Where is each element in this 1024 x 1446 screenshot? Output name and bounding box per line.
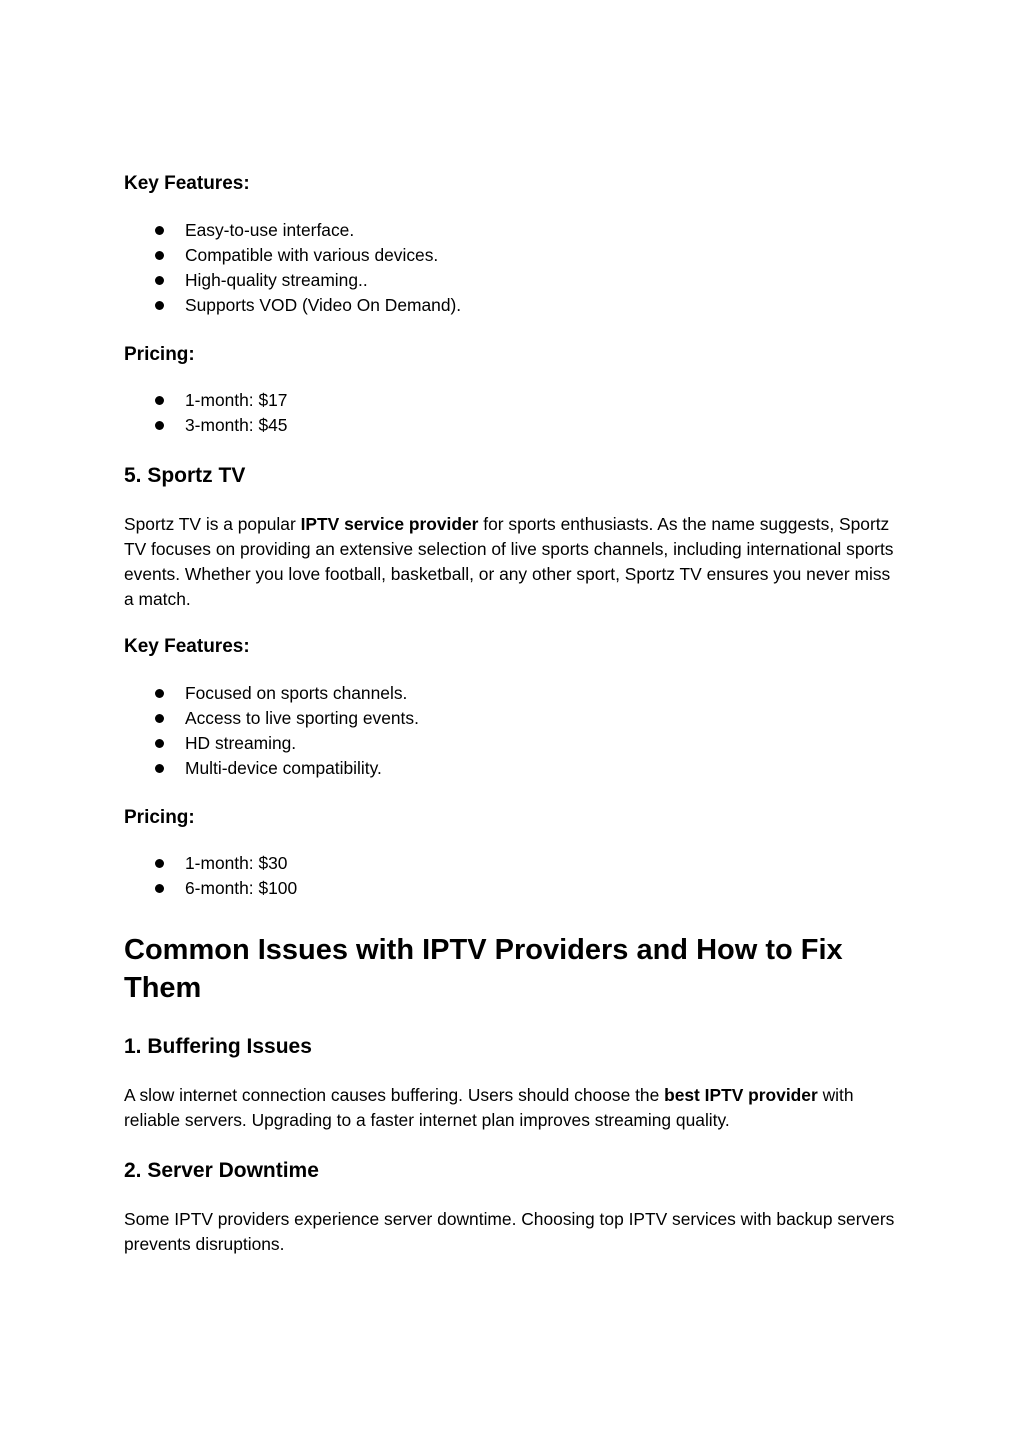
pricing-list [124,388,904,438]
bullet-icon [155,421,164,430]
list-item: Access to live sporting events. [124,706,904,731]
bullet-icon [155,739,164,748]
bullet-icon [155,884,164,893]
bullet-icon [155,276,164,285]
key-features-list [124,218,904,318]
bullet-icon [155,714,164,723]
list-item: 3-month: $45 [124,413,904,438]
list-item: HD streaming. [124,731,904,756]
list-item: Compatible with various devices. [124,243,904,268]
bullet-icon [155,396,164,405]
key-features-heading: Key Features: [124,636,250,657]
key-features-list [124,681,904,781]
pricing-list [124,851,904,901]
bullet-icon [155,689,164,698]
highlight-text: IPTV service provider [300,514,479,534]
buffering-issues-paragraph: A slow internet connection causes buffering. Users should choose the best IPTV provider with reliable servers. Upgrading to a faster internet plan improves streaming quality. [124,1085,854,1130]
server-downtime-heading: 2. Server Downtime [124,1159,319,1182]
key-features-heading: Key Features: [124,173,250,194]
bullet-icon [155,251,164,260]
pricing-heading: Pricing: [124,807,195,828]
sportz-tv-heading: 5. Sportz TV [124,464,246,487]
list-item: 6-month: $100 [124,876,904,901]
pricing-heading: Pricing: [124,344,195,365]
list-item: 1-month: $17 [124,388,904,413]
highlight-text: best IPTV provider [664,1085,818,1105]
list-item: Focused on sports channels. [124,681,904,706]
list-item: High-quality streaming.. [124,268,904,293]
buffering-issues-heading: 1. Buffering Issues [124,1035,312,1058]
list-item: Easy-to-use interface. [124,218,904,243]
bullet-icon [155,301,164,310]
server-downtime-paragraph: Some IPTV providers experience server downtime. Choosing top IPTV services with backup servers prevents disruptions. [124,1209,895,1254]
bullet-icon [155,859,164,868]
sportz-tv-paragraph: Sportz TV is a popular IPTV service provider for sports enthusiasts. As the name suggests, Sportz TV focuses on providing an extensive selection of live sports channels, including international sports events. Whether you love football, basketball, or any other sport, Sportz TV ensures you never miss a match. [124,514,894,609]
common-issues-heading: Common Issues with IPTV Providers and How to Fix Them [124,934,843,1004]
list-item: Supports VOD (Video On Demand). [124,293,904,318]
list-item: 1-month: $30 [124,851,904,876]
bullet-icon [155,226,164,235]
list-item: Multi-device compatibility. [124,756,904,781]
bullet-icon [155,764,164,773]
